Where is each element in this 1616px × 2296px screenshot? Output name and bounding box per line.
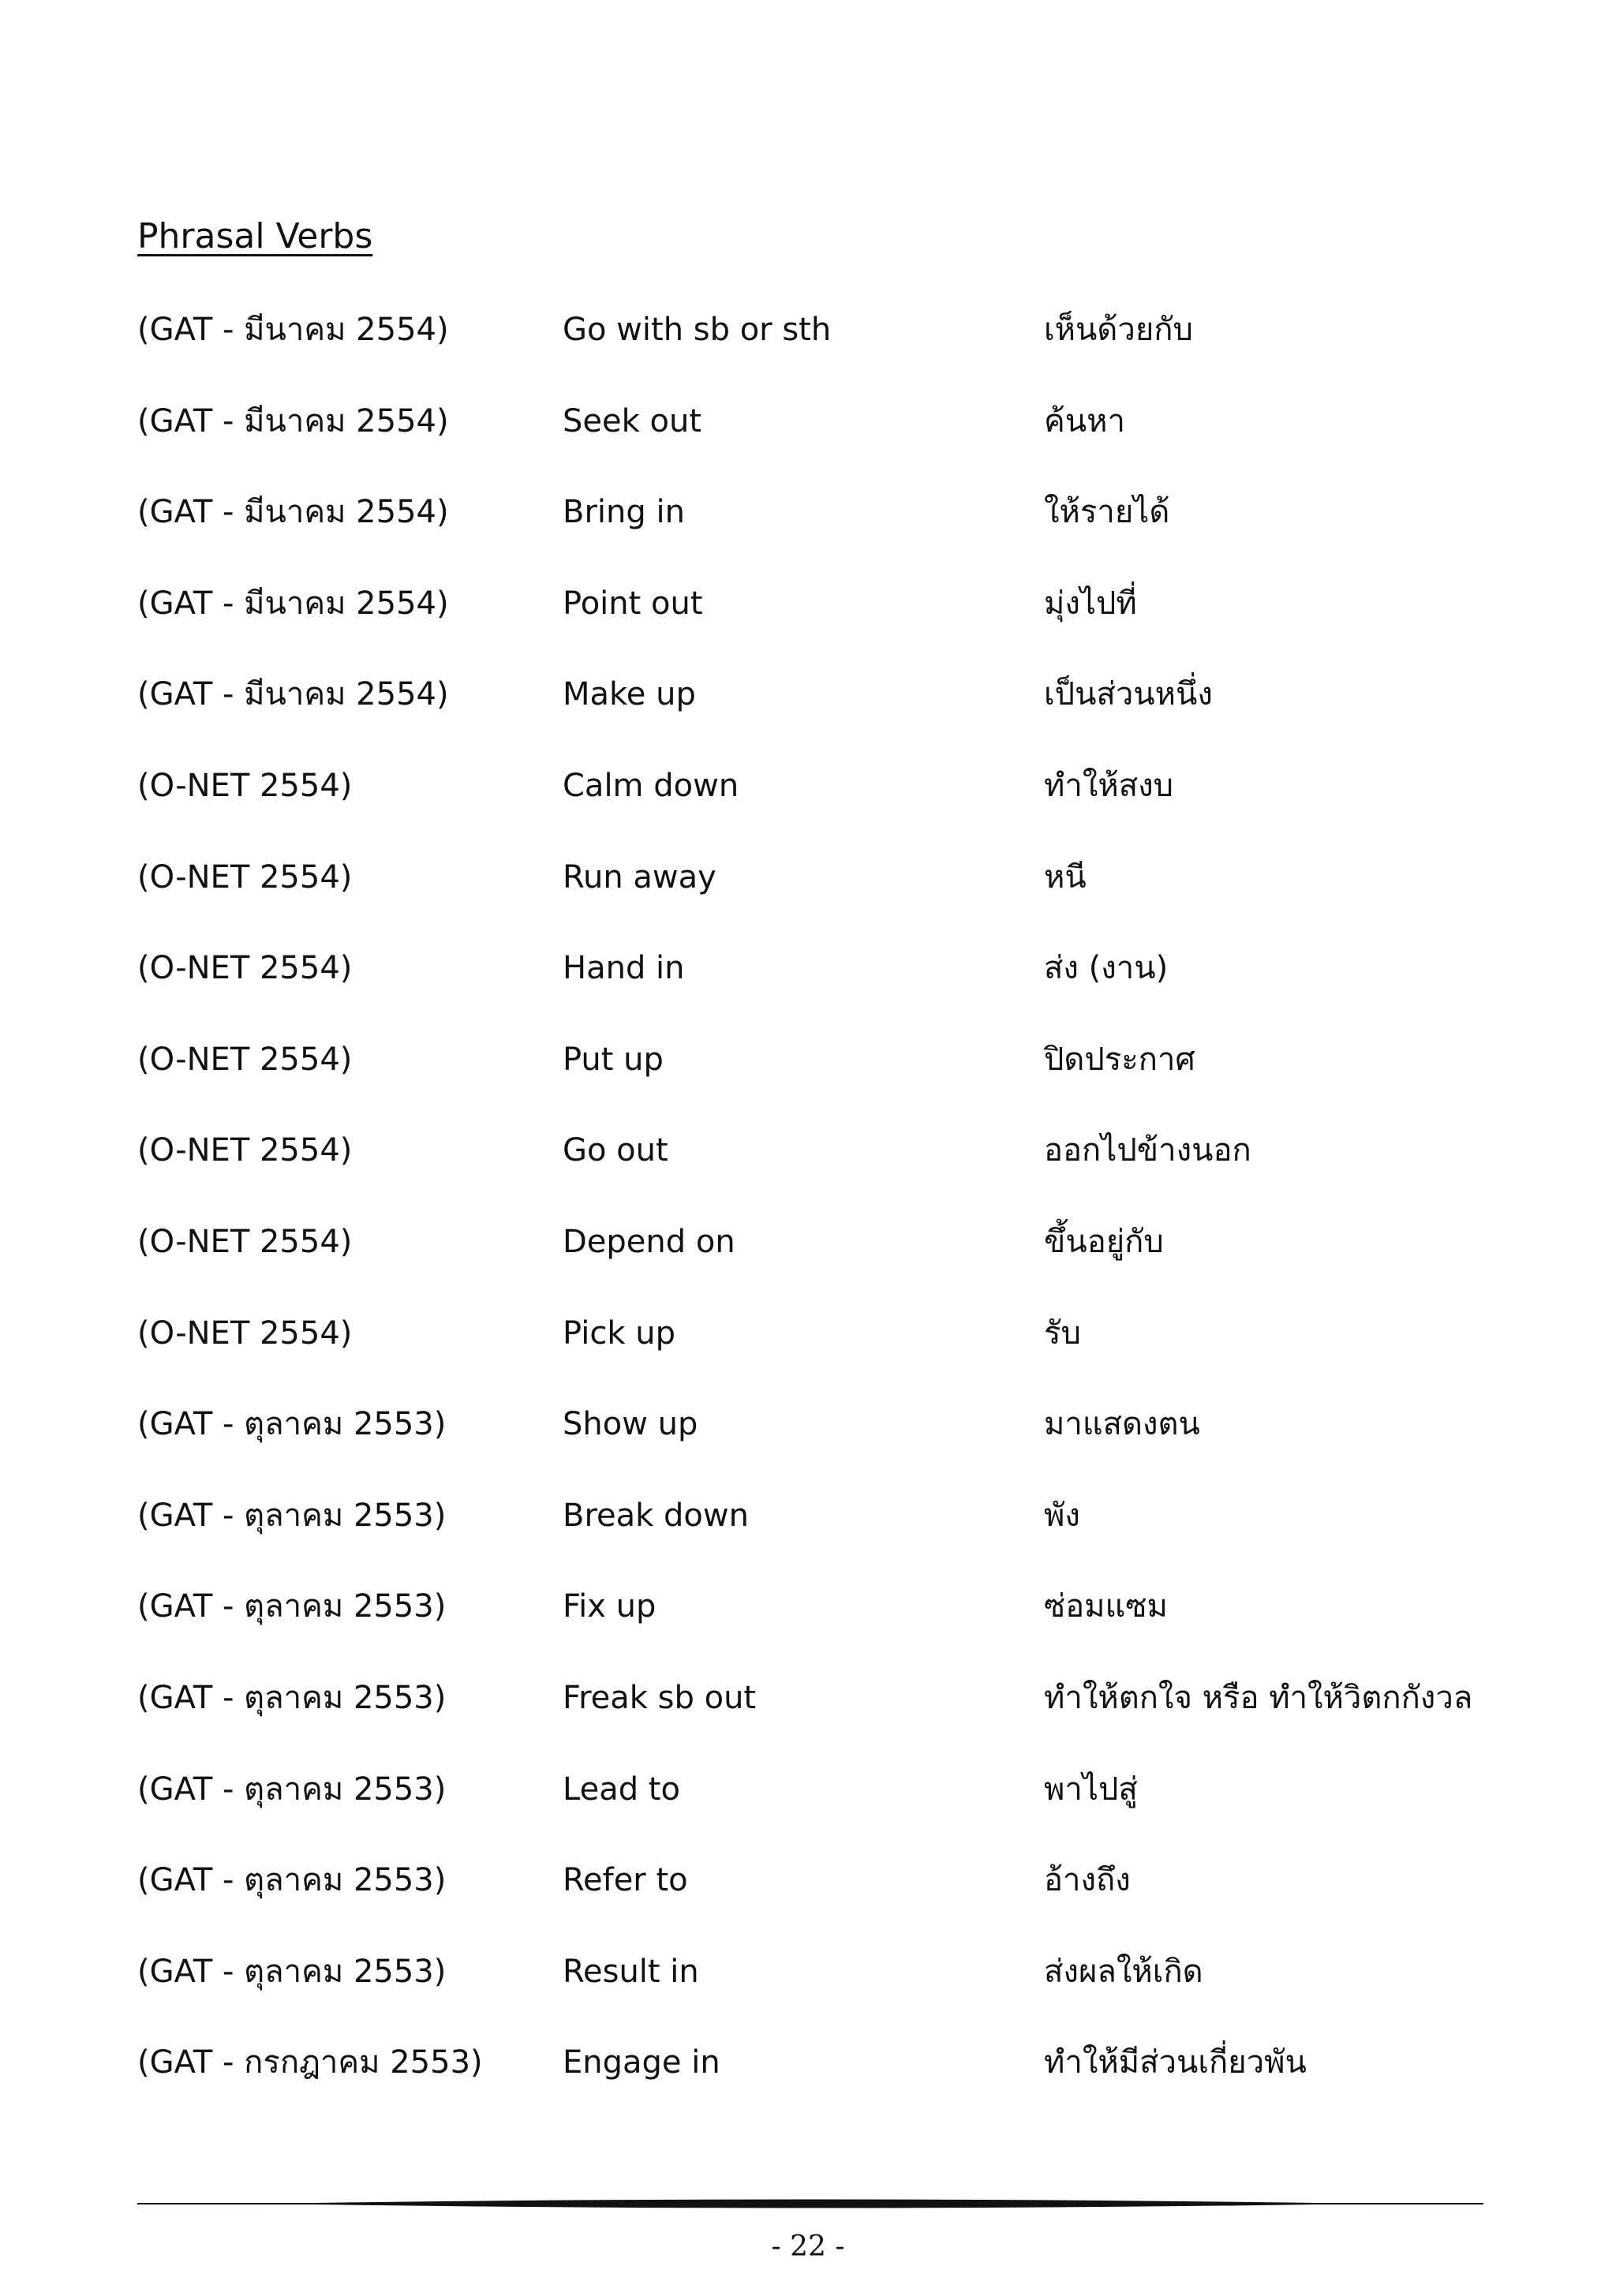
vocabulary-row [137,1402,1558,1494]
thai-meaning: มาแสดงตน [1044,1406,1200,1443]
vocabulary-row [137,1950,1558,2041]
exam-source: (GAT - มีนาคม 2554) [137,494,449,531]
phrasal-verb: Seek out [563,402,701,439]
thai-meaning: ให้รายได้ [1044,494,1170,531]
phrasal-verb: Put up [563,1041,664,1078]
thai-meaning: เป็นส่วนหนึ่ง [1044,676,1213,713]
thai-meaning: พาไปสู่ [1044,1771,1138,1808]
vocabulary-row [137,764,1558,855]
thai-meaning: ทำให้ตกใจ หรือ ทำให้วิตกกังวล [1044,1679,1473,1716]
phrasal-verb: Pick up [563,1314,675,1352]
exam-source: (O-NET 2554) [137,1314,353,1352]
exam-source: (GAT - มีนาคม 2554) [137,676,449,713]
page-number: - 22 - [771,2231,845,2263]
exam-source: (O-NET 2554) [137,767,353,804]
phrasal-verb: Make up [563,676,696,713]
thai-meaning: หนี [1044,858,1087,896]
phrasal-verb: Go with sb or sth [563,312,832,348]
exam-source: (GAT - ตุลาคม 2553) [137,1588,447,1625]
exam-source: (GAT - ตุลาคม 2553) [137,1771,447,1808]
thai-meaning: ออกไปข้างนอก [1044,1132,1251,1169]
thai-meaning: ทำให้มีส่วนเกี่ยวพัน [1044,2044,1307,2081]
vocabulary-row [137,2040,1558,2132]
exam-source: (GAT - กรกฎาคม 2553) [137,2044,483,2081]
vocabulary-row [137,581,1558,673]
phrasal-verb: Refer to [563,1862,688,1899]
vocabulary-row [137,672,1558,764]
exam-source: (GAT - มีนาคม 2554) [137,402,449,439]
vocabulary-row [137,1858,1558,1950]
phrasal-verb: Point out [563,585,703,622]
phrasal-verb: Lead to [563,1771,680,1808]
vocabulary-row [137,399,1558,491]
exam-source: (O-NET 2554) [137,1041,353,1078]
exam-source: (O-NET 2554) [137,950,353,987]
vocabulary-row [137,1311,1558,1403]
phrasal-verb: Run away [563,858,716,896]
exam-source: (GAT - มีนาคม 2554) [137,585,449,622]
exam-source: (GAT - ตุลาคม 2553) [137,1679,447,1716]
thai-meaning: รับ [1044,1314,1081,1352]
exam-source: (GAT - ตุลาคม 2553) [137,1862,447,1899]
phrasal-verb: Break down [563,1497,749,1534]
phrasal-verb: Show up [563,1406,698,1443]
vocabulary-row [137,1676,1558,1767]
phrasal-verb: Fix up [563,1588,656,1625]
vocabulary-row [137,1038,1558,1129]
phrasal-verb: Bring in [563,494,685,531]
phrasal-verb: Hand in [563,950,685,987]
thai-meaning: ซ่อมแซม [1044,1588,1168,1625]
phrasal-verb: Result in [563,1953,699,1990]
phrasal-verb: Depend on [563,1223,735,1260]
thai-meaning: พัง [1044,1497,1080,1534]
phrasal-verb: Freak sb out [563,1679,757,1716]
exam-source: (GAT - ตุลาคม 2553) [137,1953,447,1990]
vocabulary-row [137,490,1558,581]
vocabulary-row [137,1128,1558,1220]
thai-meaning: มุ่งไปที่ [1044,585,1137,622]
thai-meaning: ขึ้นอยู่กับ [1044,1223,1164,1260]
thai-meaning: ส่งผลให้เกิด [1044,1953,1203,1990]
phrasal-verb: Engage in [563,2044,720,2081]
exam-source: (O-NET 2554) [137,1223,353,1260]
exam-source: (GAT - ตุลาคม 2553) [137,1406,447,1443]
thai-meaning: ส่ง (งาน) [1044,950,1169,987]
thai-meaning: อ้างถึง [1044,1862,1131,1899]
section-title: Phrasal Verbs [137,216,373,256]
vocabulary-row [137,1220,1558,1311]
exam-source: (O-NET 2554) [137,858,353,896]
vocabulary-row [137,1767,1558,1859]
exam-source: (GAT - มีนาคม 2554) [137,312,449,348]
vocabulary-row [137,308,1558,399]
vocabulary-row [137,1584,1558,1676]
thai-meaning: ปิดประกาศ [1044,1041,1195,1078]
exam-source: (O-NET 2554) [137,1132,353,1169]
phrasal-verb: Go out [563,1132,668,1169]
thai-meaning: ทำให้สงบ [1044,767,1174,804]
vocabulary-row [137,1494,1558,1585]
vocabulary-list [137,308,1558,2132]
vocabulary-row [137,855,1558,947]
thai-meaning: ค้นหา [1044,402,1125,439]
exam-source: (GAT - ตุลาคม 2553) [137,1497,447,1534]
vocabulary-row [137,946,1558,1038]
footer-divider [137,2192,1483,2216]
thai-meaning: เห็นด้วยกับ [1044,312,1193,348]
phrasal-verb: Calm down [563,767,739,804]
